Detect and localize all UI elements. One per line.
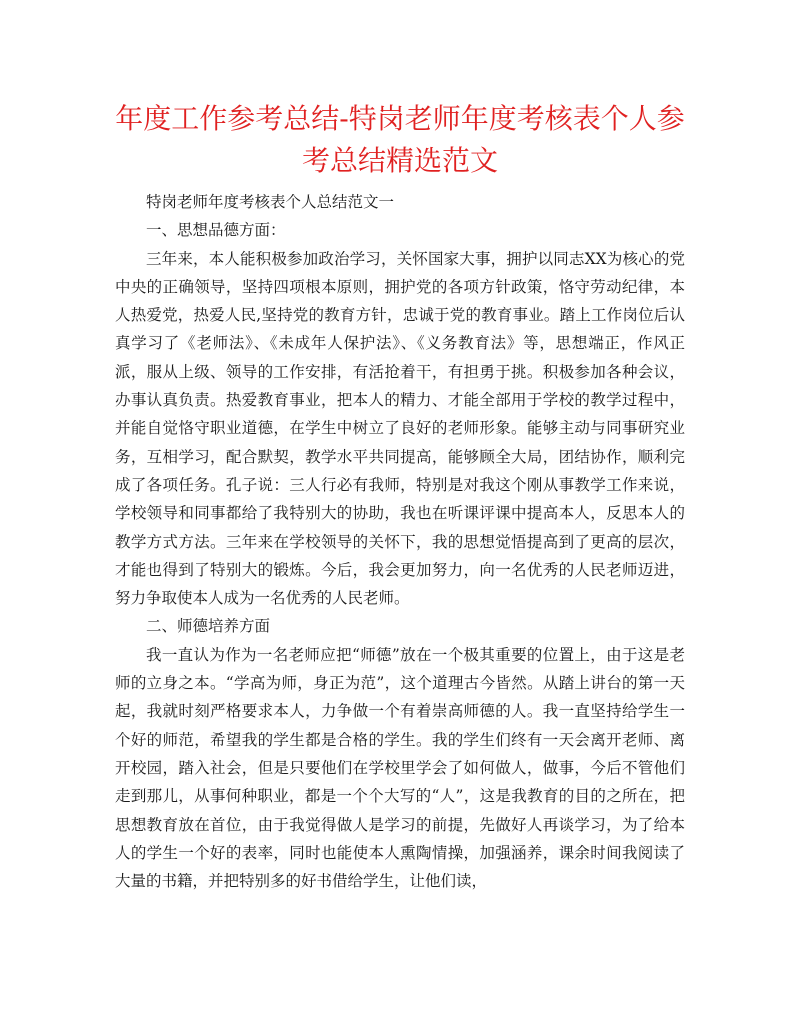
- paragraph-1: 三年来，本人能积极参加政治学习，关怀国家大事，拥护以同志XX为核心的党中央的正确领导，坚持四项根本原则，拥护党的各项方针政策，恪守劳动纪律，本人热爱党，热爱人民,坚持党的教育方针，忠诚于党的教育事业。踏上工作岗位后认真学习了《老师法》、《未成年人保护法》、《义务教育法》等，思想端正，作风正派，服从上级、领导的工作安排，有活抢着干，有担勇于挑。积极参加各种会议，办事认真负责。热爱教育事业，把本人的精力、才能全部用于学校的教学过程中，并能自觉恪守职业道德，在学生中树立了良好的老师形象。能够主动与同事研究业务，互相学习，配合默契，教学水平共同提高，能够顾全大局，团结协作，顺利完成了各项任务。孔子说：三人行必有我师，特别是对我这个刚从事教学工作来说，学校领导和同事都给了我特别大的协助，我也在听课评课中提高本人，反思本人的教学方式方法。三年来在学校领导的关怀下，我的思想觉悟提高到了更高的层次，才能也得到了特别大的锻炼。今后，我会更加努力，向一名优秀的人民老师迈进，努力争取使本人成为一名优秀的人民老师。: [115, 249, 685, 608]
- document-body: [115, 188, 685, 895]
- section-title: 特岗老师年度考核表个人总结范文一: [146, 193, 395, 211]
- document-page: [115, 98, 685, 895]
- section-heading-2: 二、师德培养方面: [146, 617, 271, 636]
- paragraph-2: 我一直认为作为一名老师应把“师德”放在一个极其重要的位置上，由于这是老师的立身之本。“学高为师，身正为范”，这个道理古今皆然。从踏上讲台的第一天起，我就时刻严格要求本人，力争做一个有着崇高师德的人。我一直坚持给学生一个好的师范，希望我的学生都是合格的学生。我的学生们终有一天会离开老师、离开校园，踏入社会，但是只要他们在学校里学会了如何做人，做事，今后不管他们走到那儿，从事何种职业，都是一个个大写的“人”，这是我教育的目的之所在，把思想教育放在首位，由于我觉得做人是学习的前提，先做好人再谈学习，为了给本人的学生一个好的表率，同时也能使本人熏陶情操，加强涵养，课余时间我阅读了大量的书籍，并把特别多的好书借给学生，让他们读，: [115, 645, 685, 891]
- section-heading-1: 一、思想品德方面：: [146, 221, 286, 240]
- document-title: 年度工作参考总结-特岗老师年度考核表个人参考总结精选范文: [115, 102, 685, 177]
